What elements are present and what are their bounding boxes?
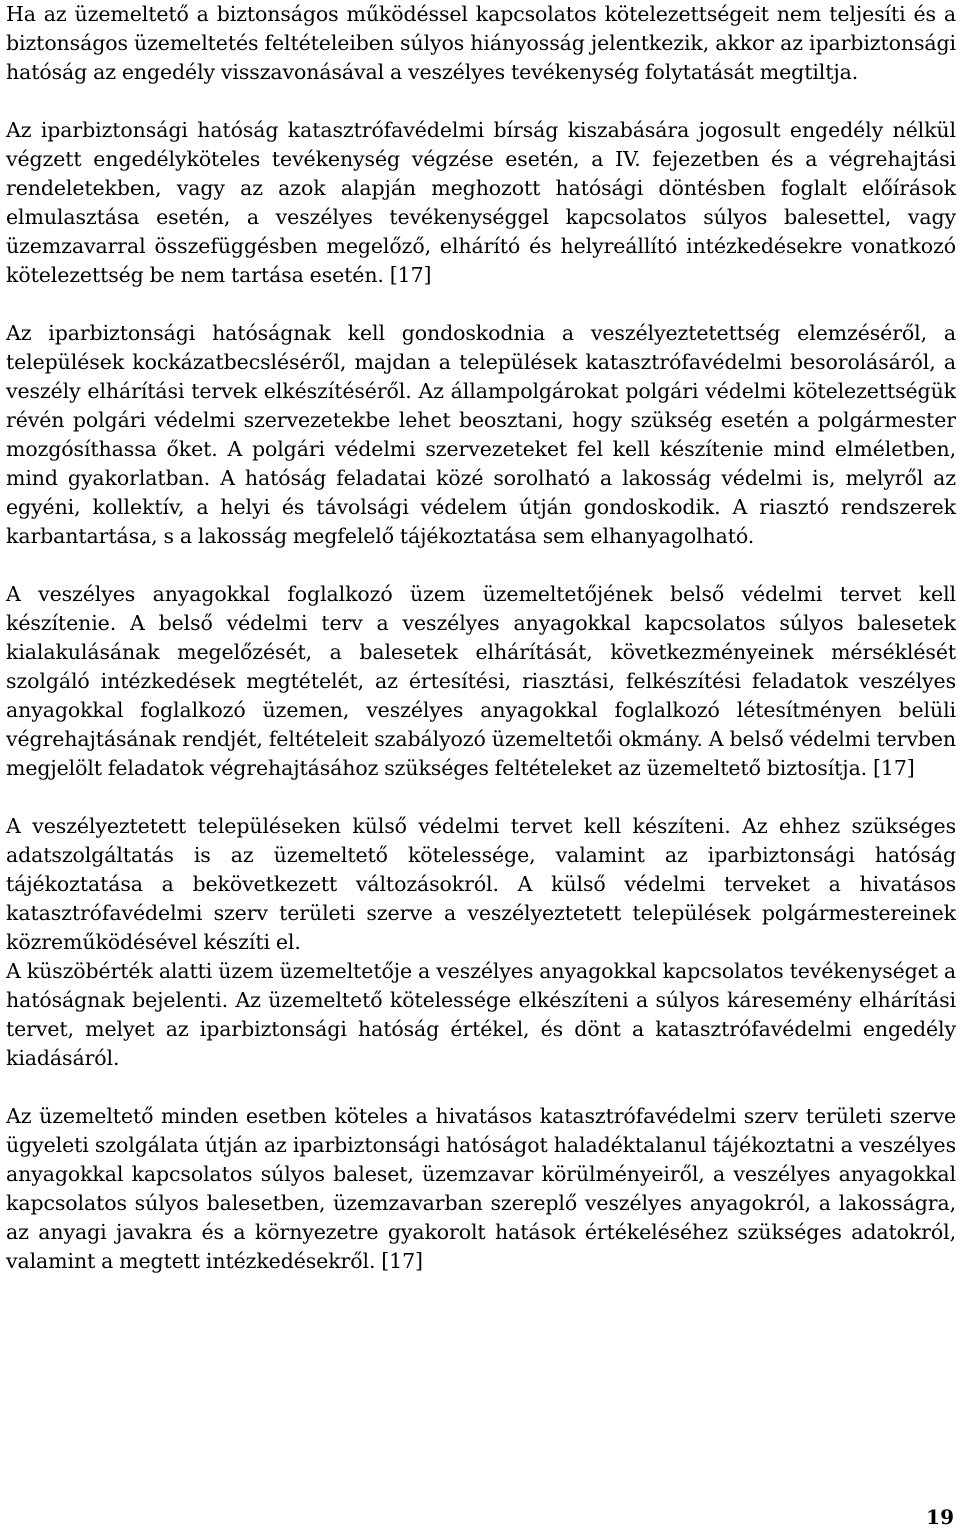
paragraph-external-protection-plan: A veszélyeztetett településeken külső védelmi tervet kell készíteni. Az ehhez szükséges adatszolgáltatás is az üzemeltető kötelessége, valamint az iparbiztonsági hatóság tájékoztatása a bekövetkezett változásokról. A külső védelmi terveket a hivatásos katasztrófavédelmi szerv területi szerve a veszélyeztetett települések polgármestereinek közreműködésével készíti el. xyxy=(6,814,956,954)
document-body xyxy=(6,0,956,1276)
paragraph-permit-revocation: Ha az üzemeltető a biztonságos működéssel kapcsolatos kötelezettségeit nem teljesíti és a biztonságos üzemeltetés feltételeiben súlyos hiányosság jelentkezik, akkor az iparbiztonsági hatóság az engedély visszavonásával a veszélyes tevékenység folytatását megtiltja. xyxy=(6,2,956,84)
paragraph-authority-duties: Az iparbiztonsági hatóságnak kell gondoskodnia a veszélyeztetettség elemzéséről, a települések kockázatbecsléséről, majdan a települések katasztrófavédelmi besorolásáról, a veszély elhárítási tervek elkészítéséről. Az állampolgárokat polgári védelmi kötelezettségük révén polgári védelmi szervezetekbe lehet beosztani, hogy szükség esetén a polgármester mozgósíthassa őket. A polgári védelmi szervezeteket fel kell készítenie mind elméletben, mind gyakorlatban. A hatóság feladatai közé sorolható a lakosság védelmi is, melyről az egyéni, kollektív, a helyi és távolsági védelem útján gondoskodik. A riasztó rendszerek karbantartása, s a lakosság megfelelő tájékoztatása sem elhanyagolható. xyxy=(6,321,956,548)
paragraph-operator-notification: Az üzemeltető minden esetben köteles a hivatásos katasztrófavédelmi szerv területi szerve ügyeleti szolgálata útján az iparbiztonsági hatóságot haladéktalanul tájékoztatni a veszélyes anyagokkal kapcsolatos súlyos baleset, üzemzavar körülményeiről, a veszélyes anyagokkal kapcsolatos súlyos balesetben, üzemzavarban szereplő veszélyes anyagokról, a lakosságra, az anyagi javakra és a környezetre gyakorolt hatások értékeléséhez szükséges adatokról, valamint a megtett intézkedésekről. [17] xyxy=(6,1104,956,1273)
paragraph-below-threshold-plant: A küszöbérték alatti üzem üzemeltetője a veszélyes anyagokkal kapcsolatos tevékenységet a hatóságnak bejelenti. Az üzemeltető kötelessége elkészíteni a súlyos káresemény elhárítási tervet, melyet az iparbiztonsági hatóság értékel, és dönt a katasztrófavédelmi engedély kiadásáról. xyxy=(6,959,956,1070)
page-number: 19 xyxy=(926,1505,954,1529)
paragraph-internal-protection-plan: A veszélyes anyagokkal foglalkozó üzem üzemeltetőjének belső védelmi tervet kell készítenie. A belső védelmi terv a veszélyes anyagokkal kapcsolatos súlyos balesetek kialakulásának megelőzését, a balesetek elhárítását, következményeinek mérséklését szolgáló intézkedések megtételét, az értesítési, riasztási, felkészítési feladatok veszélyes anyagokkal foglalkozó üzemen, veszélyes anyagokkal foglalkozó létesítményen belüli végrehajtásának rendjét, feltételeit szabályozó üzemeltetői okmány. A belső védelmi tervben megjelölt feladatok végrehajtásához szükséges feltételeket az üzemeltető biztosítja. [17] xyxy=(6,582,956,780)
paragraph-disaster-fine: Az iparbiztonsági hatóság katasztrófavédelmi bírság kiszabására jogosult engedély nélkül végzett engedélyköteles tevékenység végzése esetén, a IV. fejezetben és a végrehajtási rendeletekben, vagy az azok alapján meghozott hatósági döntésben foglalt előírások elmulasztása esetén, a veszélyes tevékenységgel kapcsolatos súlyos balesettel, vagy üzemzavarral összefüggésben megelőző, elhárító és helyreállító intézkedésekre vonatkozó kötelezettség be nem tartása esetén. [17] xyxy=(6,118,956,287)
